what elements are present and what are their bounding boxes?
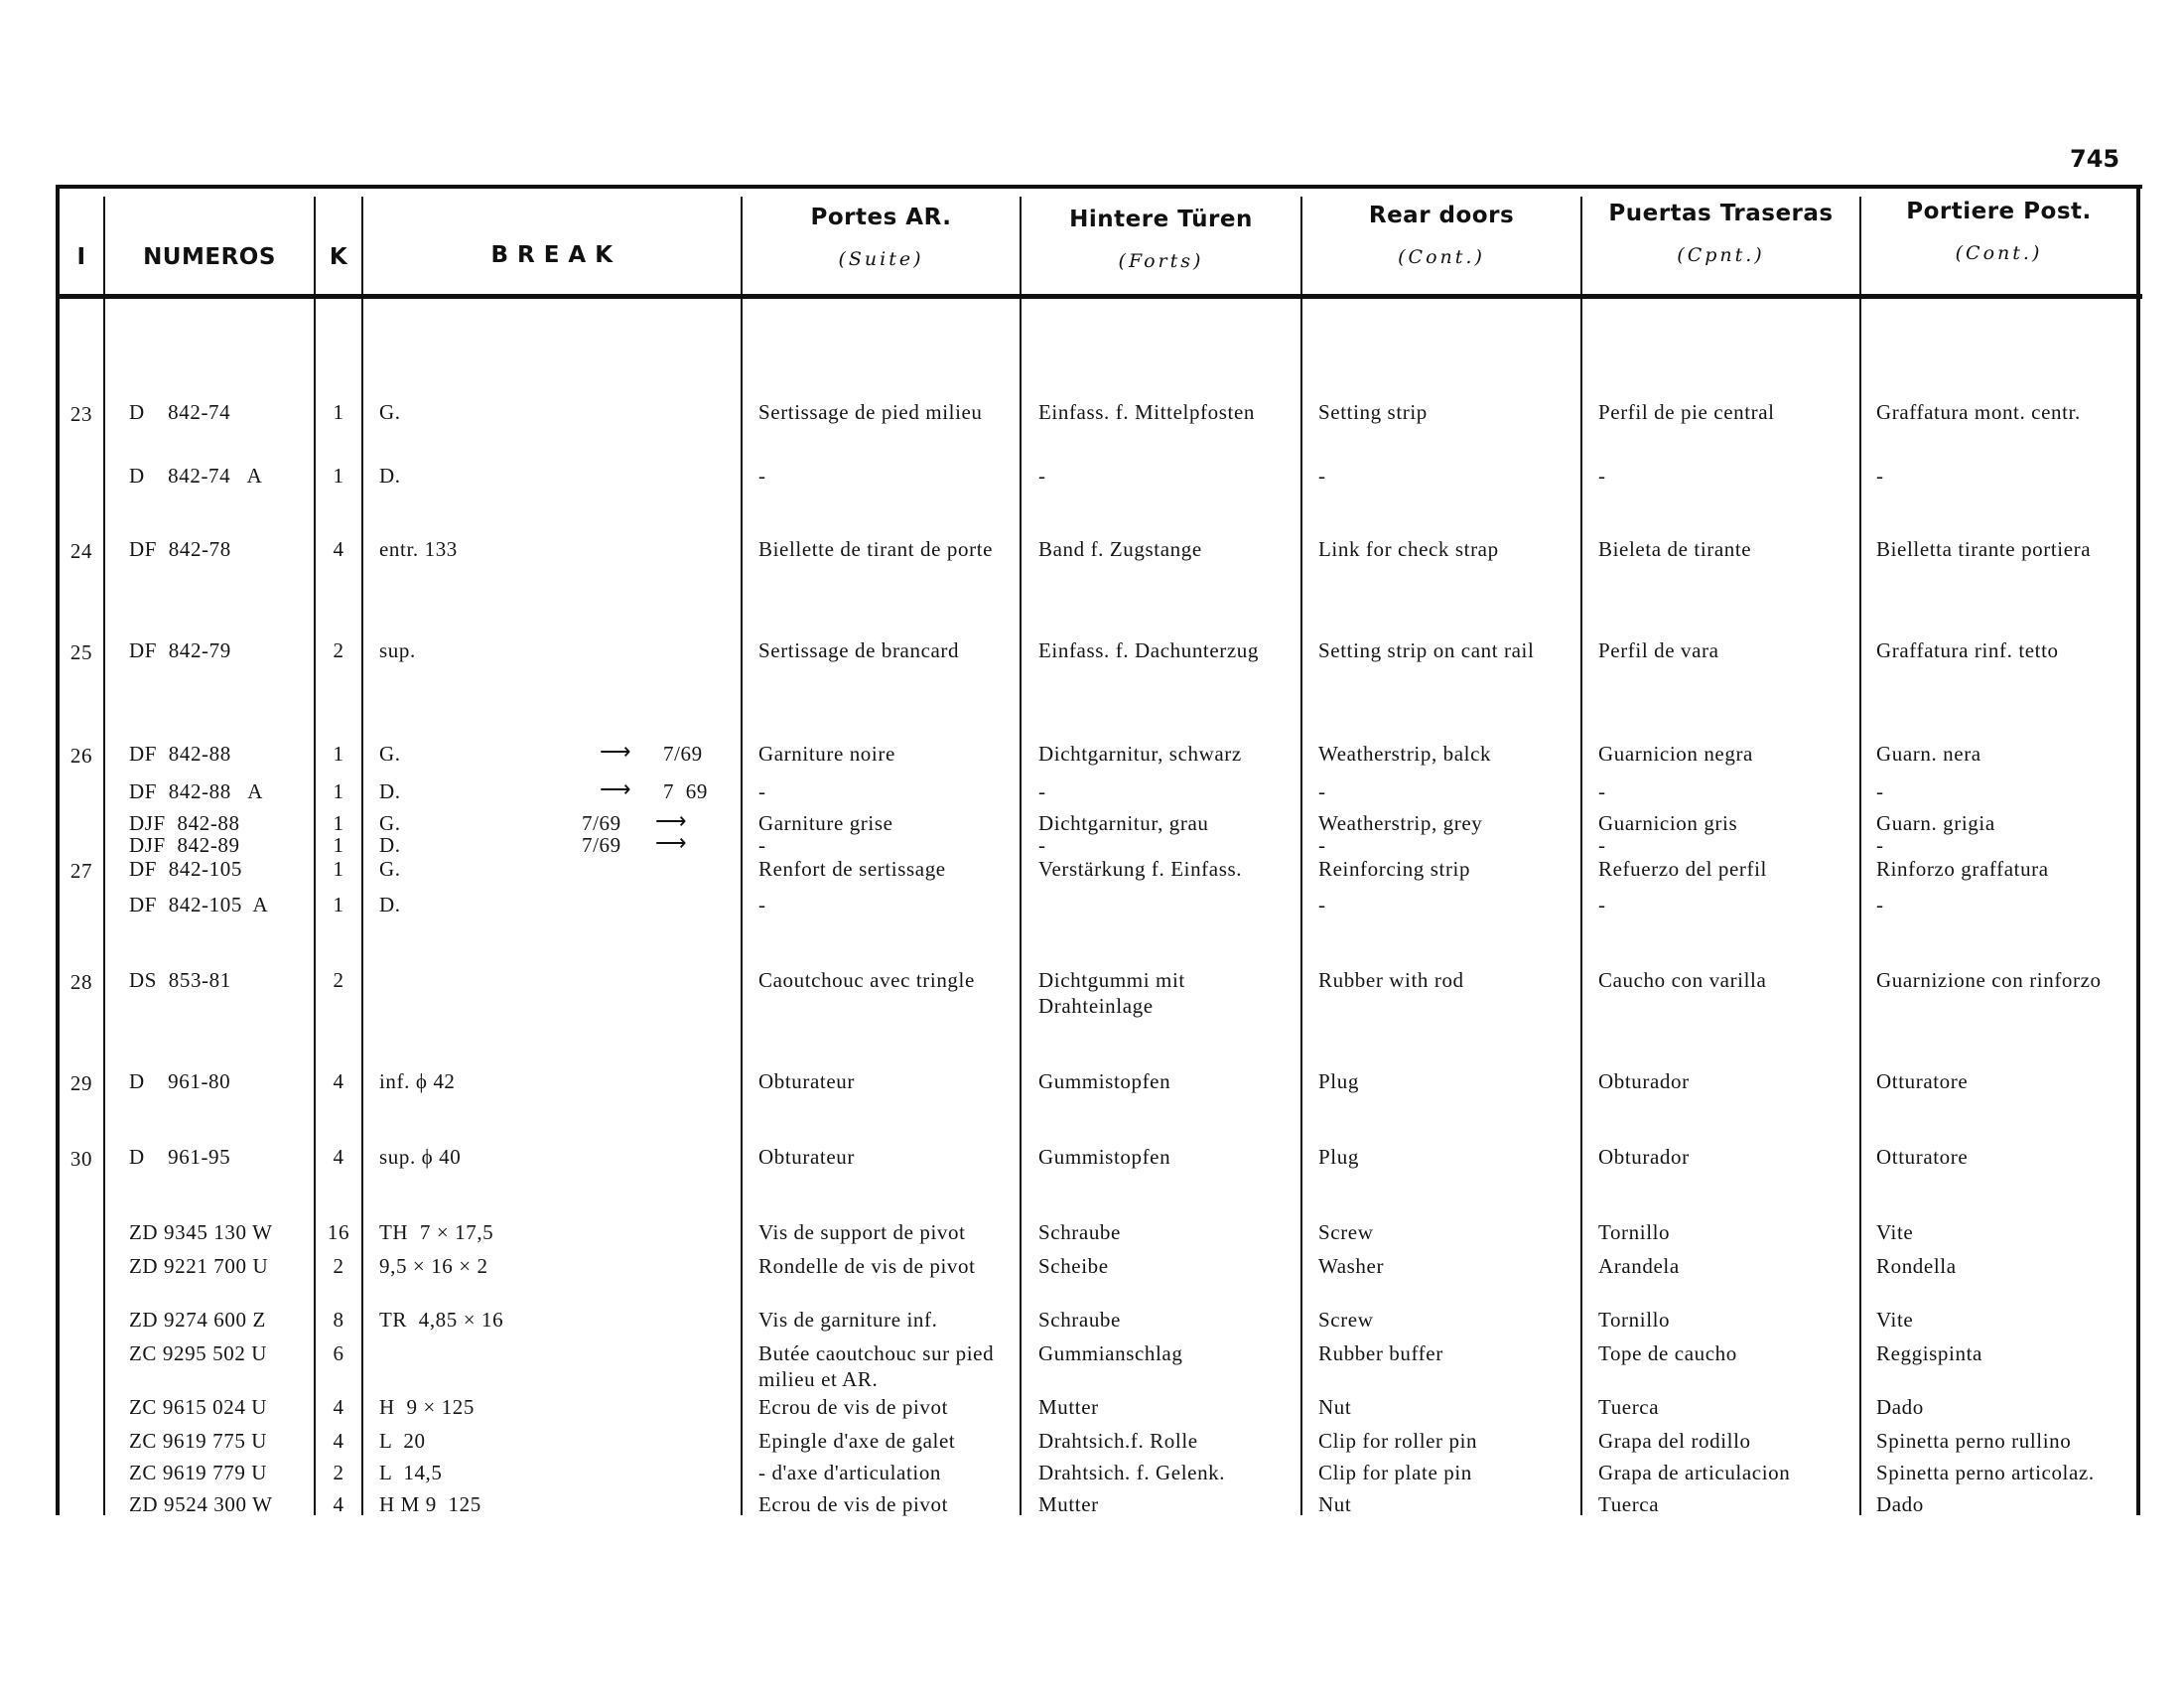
cell-k: 2 bbox=[333, 638, 344, 662]
cell-fr: Sertissage de brancard bbox=[758, 638, 960, 662]
cell-it: Reggispinta bbox=[1876, 1341, 1982, 1365]
page-number: 745 bbox=[2070, 145, 2120, 173]
cell-brk: D. bbox=[379, 464, 401, 488]
cell-num: ZD 9221 700 U bbox=[129, 1254, 269, 1278]
cell-en: Rubber with rod bbox=[1318, 968, 1464, 992]
cell-k: 2 bbox=[333, 1461, 344, 1484]
cell-brk: G. bbox=[379, 857, 401, 881]
cell-es: Tornillo bbox=[1598, 1220, 1671, 1244]
cell-es: Grapa del rodillo bbox=[1598, 1429, 1751, 1453]
cell-idx: 25 bbox=[69, 640, 93, 664]
cell-num: DS 853-81 bbox=[129, 968, 231, 992]
cell-en: Rubber buffer bbox=[1318, 1341, 1443, 1365]
cell-es: Obturador bbox=[1598, 1069, 1690, 1093]
cell-num: D 842-74 bbox=[129, 400, 231, 424]
cell-it: Otturatore bbox=[1876, 1069, 1969, 1093]
cell-de: Drahtsich. f. Gelenk. bbox=[1038, 1461, 1226, 1484]
cell-fr: Ecrou de vis de pivot bbox=[758, 1395, 949, 1419]
cell-idx: 26 bbox=[69, 744, 93, 768]
cell-en: - bbox=[1318, 464, 1326, 488]
cell-k: 1 bbox=[333, 893, 344, 916]
cell-de: Gummistopfen bbox=[1038, 1145, 1171, 1169]
cell-it: Spinetta perno articolaz. bbox=[1876, 1461, 2095, 1484]
cell-num: DF 842-79 bbox=[129, 638, 231, 662]
cell-k: 4 bbox=[333, 537, 344, 561]
cell-en: Weatherstrip, grey bbox=[1318, 811, 1483, 835]
cell-de: - bbox=[1038, 833, 1046, 857]
cell-en: Clip for plate pin bbox=[1318, 1461, 1472, 1484]
cell-es: - bbox=[1598, 464, 1606, 488]
arrow-icon: ⟶ bbox=[655, 830, 687, 855]
cell-fr: - bbox=[758, 833, 766, 857]
cell-num: D 961-80 bbox=[129, 1069, 231, 1093]
col-divider bbox=[1859, 197, 1861, 1515]
cell-num: ZC 9619 779 U bbox=[129, 1461, 268, 1484]
cell-k: 1 bbox=[333, 857, 344, 881]
header-french: Portes AR. (Suite) bbox=[810, 205, 952, 270]
cell-es: Grapa de articulacion bbox=[1598, 1461, 1791, 1484]
cell-es: - bbox=[1598, 779, 1606, 803]
cell-fr: Obturateur bbox=[758, 1069, 855, 1093]
cell-fr: - d'axe d'articulation bbox=[758, 1461, 942, 1484]
arrow-icon: ⟶ bbox=[600, 776, 631, 801]
cell-idx: 23 bbox=[69, 402, 93, 426]
cell-de: Schraube bbox=[1038, 1220, 1121, 1244]
cell-it: Dado bbox=[1876, 1395, 1924, 1419]
cell-k: 6 bbox=[333, 1341, 344, 1365]
cell-en: Weatherstrip, balck bbox=[1318, 742, 1492, 766]
cell-de: Dichtgarnitur, schwarz bbox=[1038, 742, 1242, 766]
cell-num: ZC 9619 775 U bbox=[129, 1429, 268, 1453]
cell-es: Perfil de vara bbox=[1598, 638, 1719, 662]
cell-it: Rondella bbox=[1876, 1254, 1957, 1278]
cell-de: Band f. Zugstange bbox=[1038, 537, 1202, 561]
cell-k: 2 bbox=[333, 968, 344, 992]
cell-fr: - bbox=[758, 464, 766, 488]
cell-fr: Vis de support de pivot bbox=[758, 1220, 966, 1244]
cell-de: Dichtgarnitur, grau bbox=[1038, 811, 1209, 835]
col-divider bbox=[103, 197, 105, 1515]
header-k: K bbox=[329, 244, 348, 270]
cell-brk: inf. ϕ 42 bbox=[379, 1069, 456, 1093]
cell-it: Vite bbox=[1876, 1220, 1914, 1244]
cell-en: Screw bbox=[1318, 1220, 1374, 1244]
cell-es: - bbox=[1598, 893, 1606, 916]
cell-fr: Sertissage de pied milieu bbox=[758, 400, 983, 424]
cell-de: Verstärkung f. Einfass. bbox=[1038, 857, 1243, 881]
cell-it: Guarn. grigia bbox=[1876, 811, 1995, 835]
cell-es: Tope de caucho bbox=[1598, 1341, 1737, 1365]
cell-it: Spinetta perno rullino bbox=[1876, 1429, 2072, 1453]
cell-num: DF 842-88 A bbox=[129, 779, 263, 803]
cell-fr: Rondelle de vis de pivot bbox=[758, 1254, 976, 1278]
cell-en: Screw bbox=[1318, 1308, 1374, 1332]
col-divider bbox=[741, 197, 743, 1515]
cell-fr: Epingle d'axe de galet bbox=[758, 1429, 956, 1453]
cell-de: Gummianschlag bbox=[1038, 1341, 1183, 1365]
cell-es: Tornillo bbox=[1598, 1308, 1671, 1332]
cell-idx: 29 bbox=[69, 1071, 93, 1095]
cell-k: 8 bbox=[333, 1308, 344, 1332]
cell-fr: - bbox=[758, 779, 766, 803]
cell-num: ZC 9295 502 U bbox=[129, 1341, 268, 1365]
cell-es: Guarnicion negra bbox=[1598, 742, 1753, 766]
cell-k: 1 bbox=[333, 400, 344, 424]
header-spanish: Puertas Traseras (Cpnt.) bbox=[1608, 201, 1834, 266]
cell-de: - bbox=[1038, 464, 1046, 488]
cell-en: - bbox=[1318, 779, 1326, 803]
cell-break-date: 7/69 bbox=[582, 811, 621, 835]
cell-num: ZC 9615 024 U bbox=[129, 1395, 268, 1419]
cell-k: 2 bbox=[333, 1254, 344, 1278]
cell-k: 4 bbox=[333, 1492, 344, 1516]
cell-it: - bbox=[1876, 833, 1884, 857]
cell-de: Drahtsich.f. Rolle bbox=[1038, 1429, 1198, 1453]
cell-it: Guarnizione con rinforzo bbox=[1876, 968, 2102, 992]
cell-brk: entr. 133 bbox=[379, 537, 458, 561]
cell-de: Scheibe bbox=[1038, 1254, 1109, 1278]
cell-num: DF 842-105 bbox=[129, 857, 242, 881]
header-german: Hintere Türen (Forts) bbox=[1069, 207, 1253, 272]
cell-fr: Butée caoutchouc sur pied milieu et AR. bbox=[758, 1341, 995, 1391]
header-break: B R E A K bbox=[490, 242, 614, 268]
col-divider bbox=[1300, 197, 1302, 1515]
col-divider bbox=[361, 197, 363, 1515]
cell-en: Setting strip bbox=[1318, 400, 1428, 424]
cell-en: Setting strip on cant rail bbox=[1318, 638, 1535, 662]
cell-en: - bbox=[1318, 833, 1326, 857]
cell-brk: H 9 × 125 bbox=[379, 1395, 476, 1419]
cell-fr: - bbox=[758, 893, 766, 916]
cell-it: Dado bbox=[1876, 1492, 1924, 1516]
cell-it: Graffatura mont. centr. bbox=[1876, 400, 2081, 424]
cell-k: 1 bbox=[333, 464, 344, 488]
cell-num: DF 842-88 bbox=[129, 742, 231, 766]
cell-es: Arandela bbox=[1598, 1254, 1680, 1278]
cell-brk: D. bbox=[379, 779, 401, 803]
cell-it: - bbox=[1876, 779, 1884, 803]
left-border bbox=[56, 185, 60, 1515]
cell-brk: G. bbox=[379, 400, 401, 424]
cell-de: Gummistopfen bbox=[1038, 1069, 1171, 1093]
cell-num: DJF 842-88 bbox=[129, 811, 240, 835]
cell-es: Tuerca bbox=[1598, 1395, 1660, 1419]
cell-num: ZD 9274 600 Z bbox=[129, 1308, 266, 1332]
cell-de: Mutter bbox=[1038, 1492, 1099, 1516]
cell-it: Bielletta tirante portiera bbox=[1876, 537, 2092, 561]
cell-es: - bbox=[1598, 833, 1606, 857]
header-rule bbox=[56, 294, 2142, 299]
cell-es: Tuerca bbox=[1598, 1492, 1660, 1516]
cell-it: Otturatore bbox=[1876, 1145, 1969, 1169]
cell-es: Perfil de pie central bbox=[1598, 400, 1775, 424]
cell-de: Dichtgummi mit Drahteinlage bbox=[1038, 968, 1185, 1018]
cell-brk: TH 7 × 17,5 bbox=[379, 1220, 494, 1244]
cell-brk: 9,5 × 16 × 2 bbox=[379, 1254, 488, 1278]
cell-en: Nut bbox=[1318, 1492, 1352, 1516]
cell-de: Einfass. f. Dachunterzug bbox=[1038, 638, 1259, 662]
cell-fr: Renfort de sertissage bbox=[758, 857, 946, 881]
cell-en: Link for check strap bbox=[1318, 537, 1499, 561]
cell-fr: Caoutchouc avec tringle bbox=[758, 968, 975, 992]
cell-en: Clip for roller pin bbox=[1318, 1429, 1478, 1453]
cell-en: - bbox=[1318, 893, 1326, 916]
header-index: I bbox=[76, 244, 86, 270]
cell-num: ZD 9524 300 W bbox=[129, 1492, 273, 1516]
cell-brk: G. bbox=[379, 742, 401, 766]
cell-it: Guarn. nera bbox=[1876, 742, 1981, 766]
cell-num: D 842-74 A bbox=[129, 464, 263, 488]
cell-de: - bbox=[1038, 779, 1046, 803]
cell-es: Caucho con varilla bbox=[1598, 968, 1767, 992]
cell-de: Einfass. f. Mittelpfosten bbox=[1038, 400, 1255, 424]
cell-num: DF 842-105 A bbox=[129, 893, 269, 916]
cell-k: 16 bbox=[327, 1220, 350, 1244]
cell-break-date: 7 69 bbox=[663, 779, 708, 803]
cell-brk: L 14,5 bbox=[379, 1461, 443, 1484]
cell-de: Mutter bbox=[1038, 1395, 1099, 1419]
cell-brk: H M 9 125 bbox=[379, 1492, 481, 1516]
cell-fr: Obturateur bbox=[758, 1145, 855, 1169]
cell-brk: sup. ϕ 40 bbox=[379, 1145, 462, 1169]
cell-brk: sup. bbox=[379, 638, 416, 662]
cell-brk: D. bbox=[379, 833, 401, 857]
cell-k: 4 bbox=[333, 1145, 344, 1169]
cell-it: Graffatura rinf. tetto bbox=[1876, 638, 2059, 662]
cell-idx: 24 bbox=[69, 539, 93, 563]
cell-brk: TR 4,85 × 16 bbox=[379, 1308, 504, 1332]
cell-brk: G. bbox=[379, 811, 401, 835]
cell-brk: L 20 bbox=[379, 1429, 426, 1453]
cell-en: Plug bbox=[1318, 1069, 1359, 1093]
cell-fr: Garniture noire bbox=[758, 742, 895, 766]
cell-idx: 30 bbox=[69, 1147, 93, 1171]
cell-es: Guarnicion gris bbox=[1598, 811, 1738, 835]
cell-de: Schraube bbox=[1038, 1308, 1121, 1332]
header-numeros: NUMEROS bbox=[143, 244, 276, 270]
col-divider bbox=[1580, 197, 1582, 1515]
cell-k: 1 bbox=[333, 742, 344, 766]
cell-en: Reinforcing strip bbox=[1318, 857, 1471, 881]
cell-k: 4 bbox=[333, 1429, 344, 1453]
cell-break-date: 7/69 bbox=[663, 742, 703, 766]
cell-it: Vite bbox=[1876, 1308, 1914, 1332]
cell-idx: 27 bbox=[69, 859, 93, 883]
cell-es: Obturador bbox=[1598, 1145, 1690, 1169]
cell-k: 4 bbox=[333, 1395, 344, 1419]
cell-k: 1 bbox=[333, 811, 344, 835]
cell-it: Rinforzo graffatura bbox=[1876, 857, 2049, 881]
cell-num: ZD 9345 130 W bbox=[129, 1220, 273, 1244]
table-top-rule bbox=[56, 185, 2142, 189]
cell-brk: D. bbox=[379, 893, 401, 916]
cell-fr: Garniture grise bbox=[758, 811, 893, 835]
cell-k: 1 bbox=[333, 833, 344, 857]
cell-fr: Ecrou de vis de pivot bbox=[758, 1492, 949, 1516]
cell-en: Plug bbox=[1318, 1145, 1359, 1169]
cell-es: Bieleta de tirante bbox=[1598, 537, 1752, 561]
right-border bbox=[2136, 185, 2140, 1515]
parts-table bbox=[56, 185, 2142, 1515]
header-english: Rear doors (Cont.) bbox=[1368, 203, 1515, 268]
cell-en: Nut bbox=[1318, 1395, 1352, 1419]
arrow-icon: ⟶ bbox=[600, 739, 631, 764]
cell-it: - bbox=[1876, 893, 1884, 916]
cell-k: 4 bbox=[333, 1069, 344, 1093]
header-italian: Portiere Post. (Cont.) bbox=[1906, 199, 2092, 264]
cell-idx: 28 bbox=[69, 970, 93, 994]
cell-num: DF 842-78 bbox=[129, 537, 231, 561]
cell-en: Washer bbox=[1318, 1254, 1385, 1278]
cell-num: DJF 842-89 bbox=[129, 833, 240, 857]
cell-break-date: 7/69 bbox=[582, 833, 621, 857]
cell-num: D 961-95 bbox=[129, 1145, 231, 1169]
col-divider bbox=[1020, 197, 1022, 1515]
arrow-icon: ⟶ bbox=[655, 808, 687, 833]
cell-k: 1 bbox=[333, 779, 344, 803]
cell-it: - bbox=[1876, 464, 1884, 488]
cell-fr: Biellette de tirant de porte bbox=[758, 537, 994, 561]
cell-es: Refuerzo del perfil bbox=[1598, 857, 1767, 881]
cell-fr: Vis de garniture inf. bbox=[758, 1308, 938, 1332]
